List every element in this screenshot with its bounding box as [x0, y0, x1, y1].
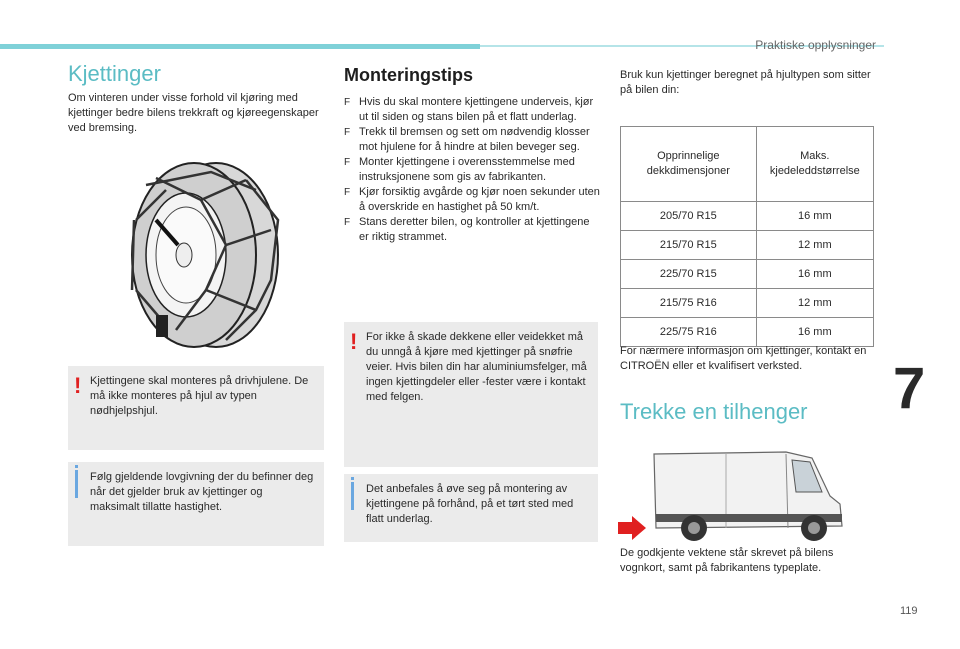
chains-warning-text: Kjettingene skal monteres på drivhjulene. De må ikke monteres på hjul av typen nødhjelpshjul.: [90, 375, 309, 417]
tire-chain-illustration: [106, 160, 292, 350]
table-row: 205/70 R15 16 mm: [621, 202, 874, 231]
tips-info-box: [344, 474, 598, 542]
tips-warning-box: [344, 322, 598, 467]
table-row: 215/70 R15 12 mm: [621, 231, 874, 260]
section-header: Praktiske opplysninger: [755, 38, 876, 52]
van-trailer-illustration: [616, 448, 852, 544]
chains-info-box: [68, 462, 324, 546]
trailer-text-block: [620, 546, 878, 576]
info-icon: [351, 482, 354, 510]
right-intro: Bruk kun kjettinger beregnet på hjultypen som sitter på bilen din:: [620, 69, 871, 96]
warning-icon: !: [350, 329, 358, 354]
list-item: F Trekk til bremsen og sett om nødvendig klosser mot hjulene for å hindre at bilen beveger seg.: [344, 126, 590, 153]
chains-column: [68, 61, 324, 136]
bullet-icon: F: [344, 217, 351, 228]
page-number: 119: [900, 605, 918, 617]
tips-info-text: Det anbefales å øve seg på montering av kjettingene på forhånd, på et tørt sted med flatt underlag.: [366, 483, 574, 525]
bullet-icon: F: [344, 187, 351, 198]
table-row: 225/70 R15 16 mm: [621, 260, 874, 289]
more-info-block: [620, 344, 878, 374]
chains-info-text: Følg gjeldende lovgivning der du befinner deg når det gjelder bruk av kjettinger og maksimalt tillatte hastighet.: [90, 471, 314, 513]
chain-size-table: [620, 126, 874, 347]
list-item: F Hvis du skal montere kjettingene underveis, kjør ut til siden og stans bilen på et flatt underlag.: [344, 96, 594, 123]
table-header-row: [621, 127, 874, 202]
table-header: Opprinnelige dekkdimensjoner: [621, 127, 757, 202]
info-icon: [75, 470, 78, 498]
tips-column: [344, 65, 600, 245]
list-item: F Kjør forsiktig avgårde og kjør noen sekunder uten å overskride en hastighet på 50 km/t.: [344, 186, 600, 213]
right-intro-block: [620, 68, 878, 98]
bullet-icon: F: [344, 97, 351, 108]
trailer-title: Trekke en tilhenger: [620, 399, 808, 424]
table-row: 215/75 R16 12 mm: [621, 289, 874, 318]
tips-title: Monteringstips: [344, 65, 473, 85]
chapter-number: 7: [893, 356, 926, 421]
trailer-text: De godkjente vektene står skrevet på bilens vognkort, samt på fabrikantens typeplate.: [620, 547, 834, 574]
trailer-title-block: [620, 399, 878, 424]
table-header: Maks. kjedeleddstørrelse: [756, 127, 873, 202]
bullet-icon: F: [344, 157, 351, 168]
warning-icon: !: [74, 373, 82, 398]
tips-warning-text: For ikke å skade dekkene eller veidekket må du unngå å kjøre med kjettinger på snøfrie veier. Hvis bilen din har aluminiumsfelger, må ingen kjettingdeler eller -fester være i kontakt med felgen.: [366, 331, 587, 403]
more-info-text: For nærmere informasjon om kjettinger, kontakt en CITROËN eller et kvalifisert verksted.: [620, 345, 867, 372]
header-accent-bar: [0, 44, 480, 49]
bullet-icon: F: [344, 127, 351, 138]
list-item: F Stans deretter bilen, og kontroller at kjettingene er riktig strammet.: [344, 216, 590, 243]
chains-warning-box: [68, 366, 324, 450]
table-row: 225/75 R16 16 mm: [621, 318, 874, 347]
chains-title: Kjettinger: [68, 61, 161, 86]
chains-intro: Om vinteren under visse forhold vil kjøring med kjettinger bedre bilens trekkraft og kjøreegenskaper ved bremsing.: [68, 92, 319, 134]
list-item: F Monter kjettingene i overensstemmelse med instruksjonene som gis av fabrikanten.: [344, 156, 575, 183]
tips-list: [344, 95, 600, 245]
